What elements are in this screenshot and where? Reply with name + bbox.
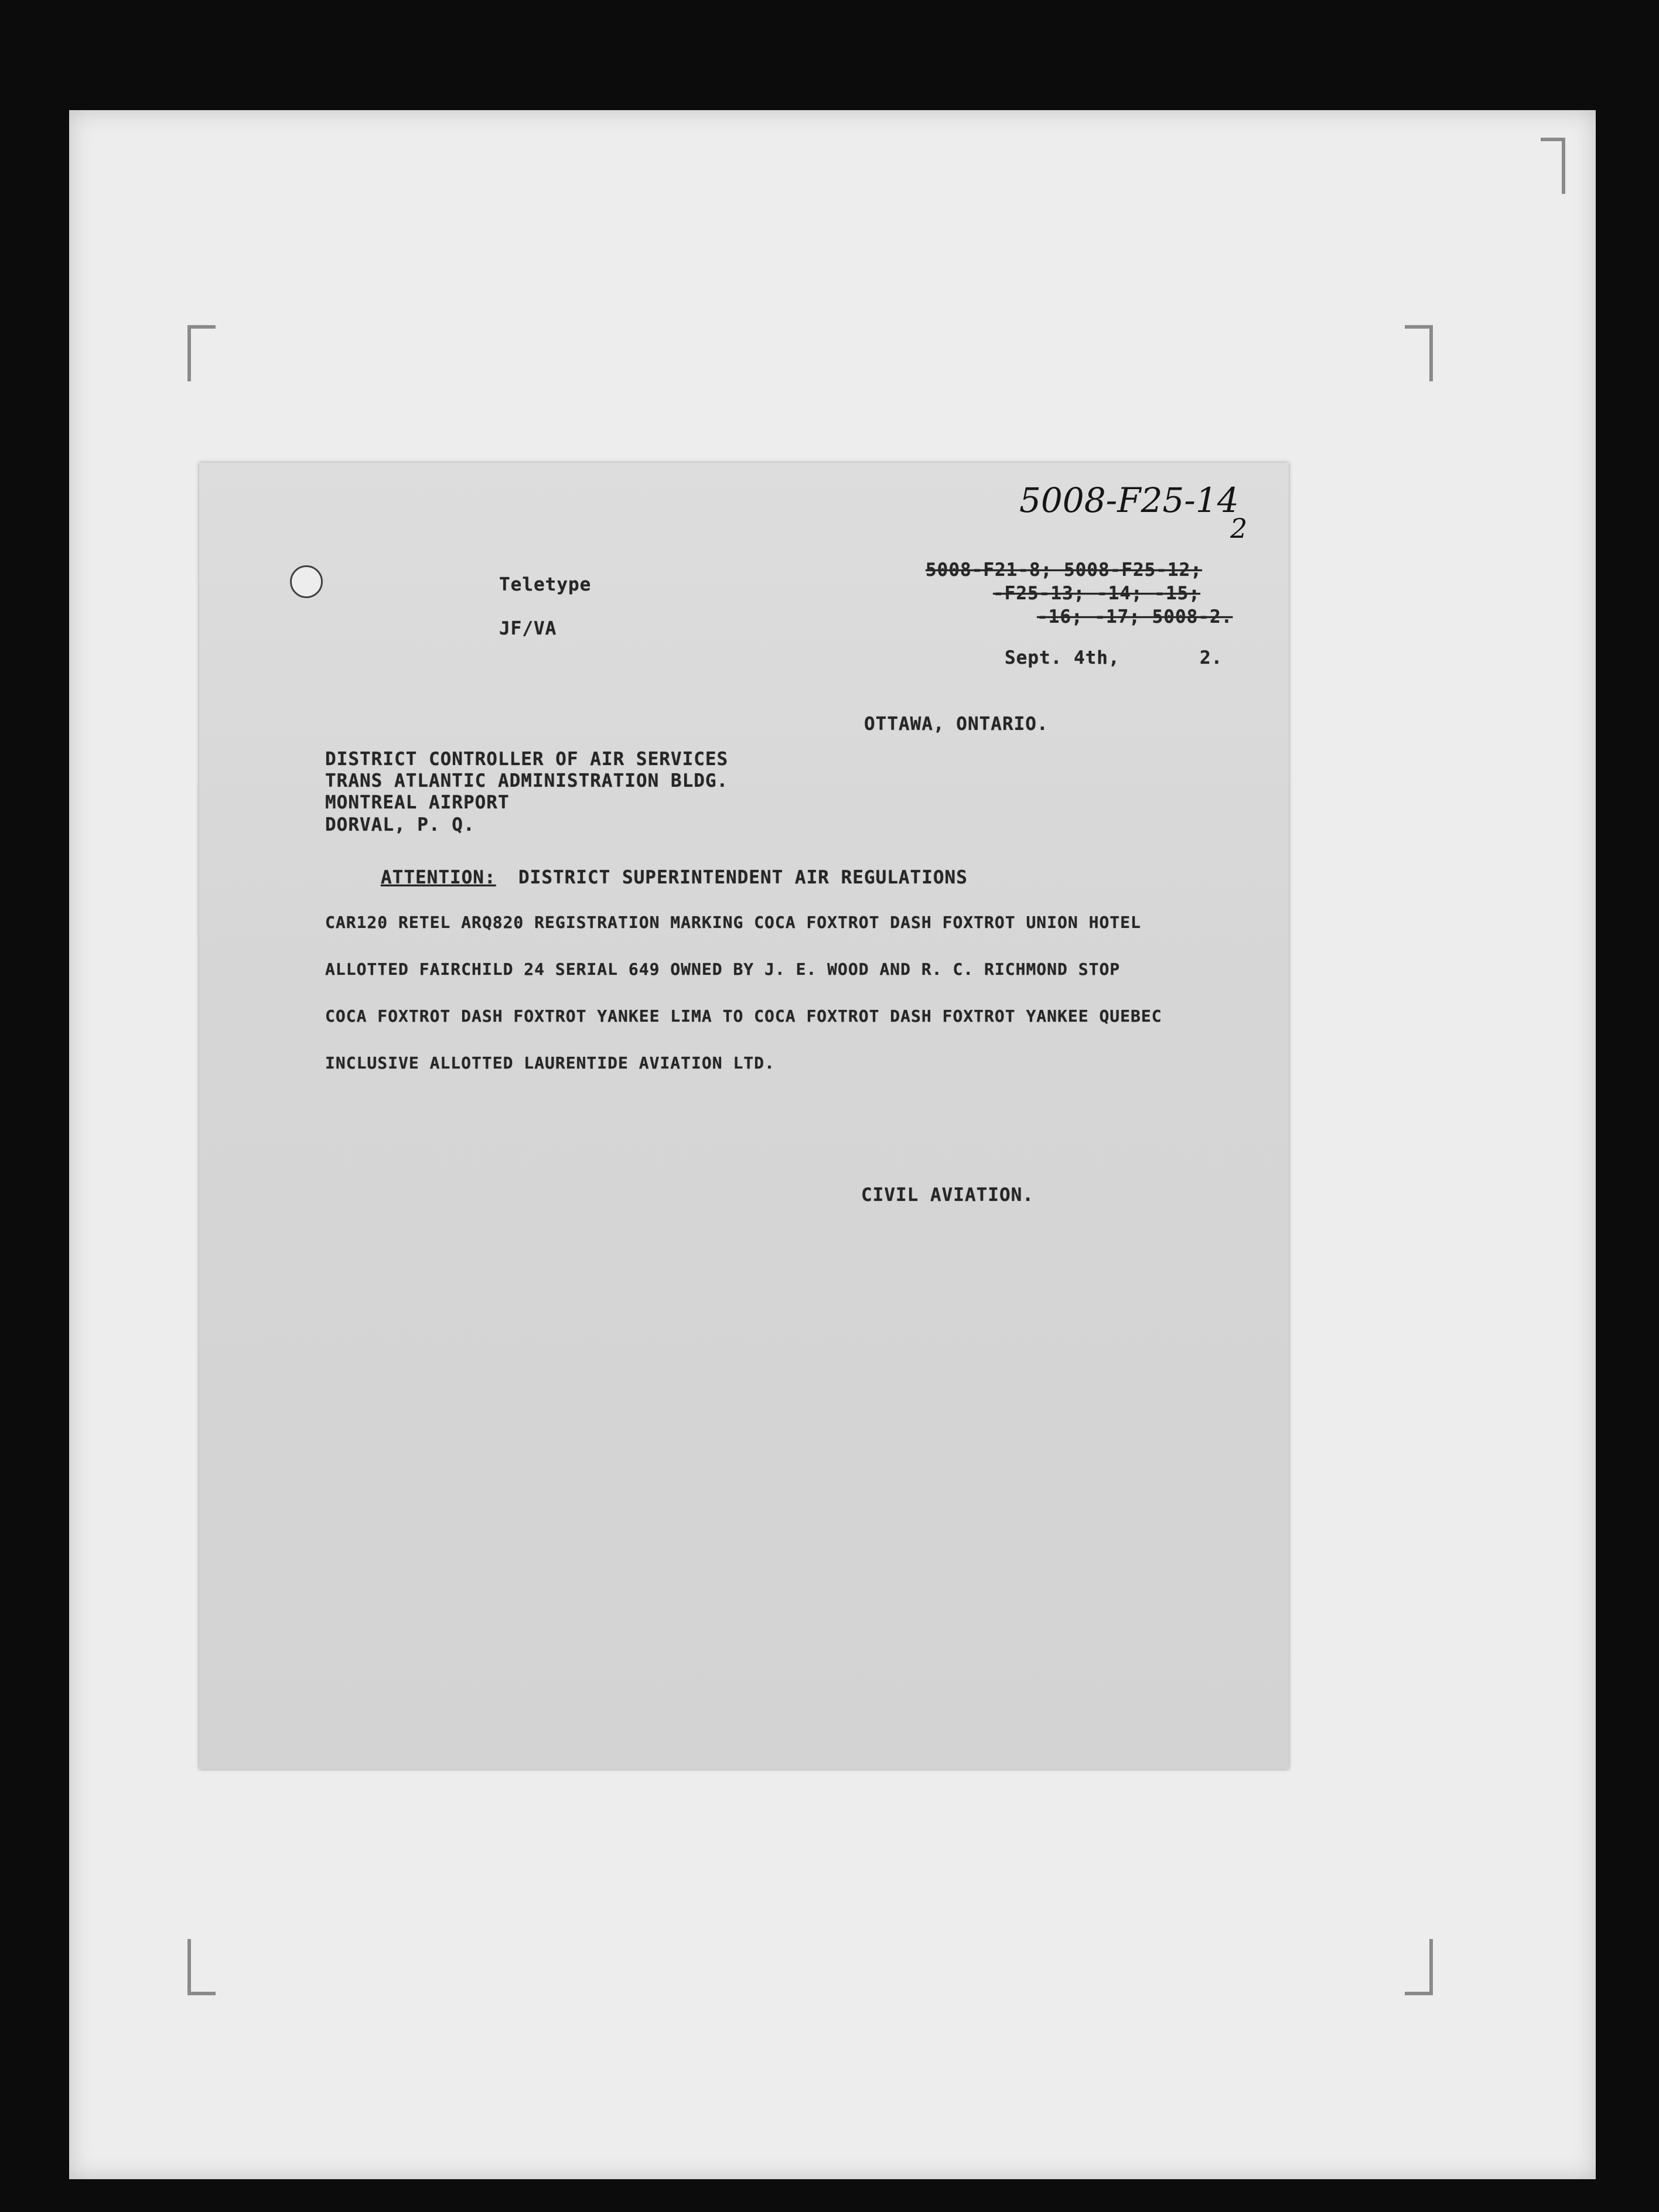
ref-line-2: -F25-13; -14; -15;	[993, 583, 1200, 604]
crop-mark-corner	[1541, 138, 1565, 194]
handwritten-file-number: 5008-F25-14	[1019, 480, 1239, 520]
signature: CIVIL AVIATION.	[861, 1184, 1034, 1206]
teletype-label: Teletype	[499, 574, 592, 595]
address-line-4: DORVAL, P. Q.	[325, 814, 475, 835]
crop-mark-top-right	[1405, 325, 1433, 381]
crop-mark-top-left	[187, 325, 216, 381]
address-line-1: DISTRICT CONTROLLER OF AIR SERVICES	[325, 749, 729, 770]
body-line-4: INCLUSIVE ALLOTTED LAURENTIDE AVIATION LTD.	[325, 1053, 775, 1073]
address-line-3: MONTREAL AIRPORT	[325, 792, 510, 813]
attention-label: ATTENTION:	[381, 867, 496, 888]
body-line-1: CAR120 RETEL ARQ820 REGISTRATION MARKING COCA FOXTROT DASH FOXTROT UNION HOTEL	[325, 913, 1141, 932]
initials: JF/VA	[499, 618, 557, 639]
attention-text: DISTRICT SUPERINTENDENT AIR REGULATIONS	[518, 867, 968, 888]
page-number: 2.	[1200, 647, 1223, 668]
ref-line-3: -16; -17; 5008-2.	[1037, 606, 1233, 627]
punch-hole	[290, 565, 323, 598]
document-sheet	[199, 463, 1289, 1769]
location: OTTAWA, ONTARIO.	[864, 714, 1049, 735]
body-line-3: COCA FOXTROT DASH FOXTROT YANKEE LIMA TO COCA FOXTROT DASH FOXTROT YANKEE QUEBEC	[325, 1006, 1162, 1026]
body-line-2: ALLOTTED FAIRCHILD 24 SERIAL 649 OWNED BY J. E. WOOD AND R. C. RICHMOND STOP	[325, 960, 1121, 979]
crop-mark-bottom-left	[187, 1939, 216, 1995]
address-line-2: TRANS ATLANTIC ADMINISTRATION BLDG.	[325, 770, 729, 791]
handwritten-mark: 2	[1230, 513, 1248, 544]
date: Sept. 4th,	[1005, 647, 1120, 668]
ref-line-1: 5008-F21-8; 5008-F25-12;	[926, 559, 1202, 581]
crop-mark-bottom-right	[1405, 1939, 1433, 1995]
